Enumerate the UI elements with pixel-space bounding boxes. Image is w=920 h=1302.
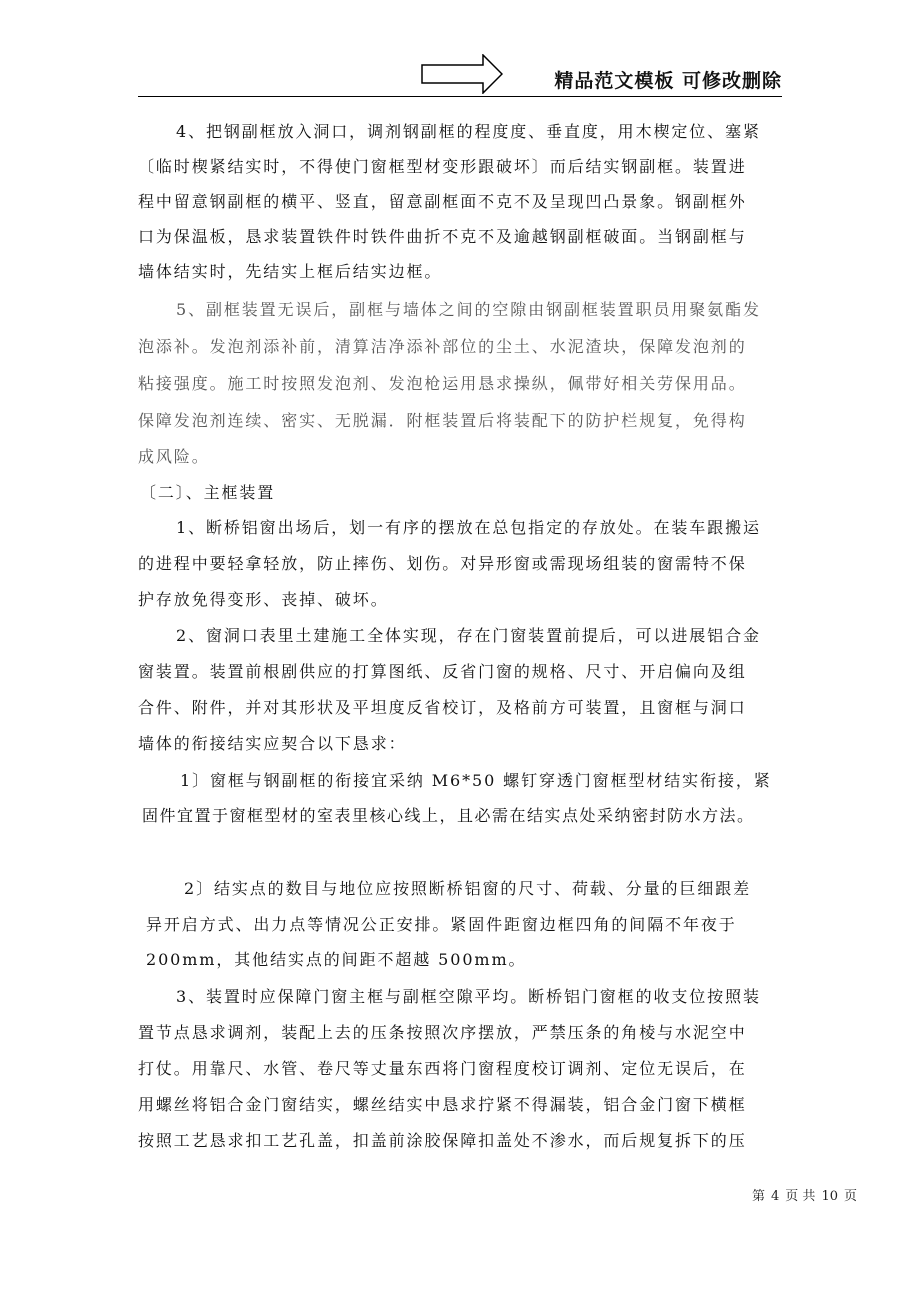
body-line: 置节点恳求调剂，装配上去的压条按照次序摆放，严禁压条的角棱与水泥空中 (138, 1023, 747, 1042)
body-line: 1〕窗框与钢副框的衔接宜采纳 M6*50 螺钉穿透门窗框型材结实衔接，紧 (180, 771, 772, 790)
body-line: 3、装置时应保障门窗主框与副框空隙平均。断桥铝门窗框的收支位按照装 (176, 987, 761, 1006)
body-line: 墙体结实时，先结实上框后结实边框。 (138, 262, 443, 281)
body-line: 泡添补。发泡剂添补前，清算洁净添补部位的尘土、水泥渣块，保障发泡剂的 (138, 337, 747, 356)
body-line: 粘接强度。施工时按照发泡剂、发泡枪运用恳求操纵，佩带好相关劳保用品。 (138, 374, 747, 393)
total-page-count: 10 (821, 1189, 838, 1204)
body-line: 护存放免得变形、丧掉、破坏。 (138, 590, 389, 609)
body-line: 保障发泡剂连续、密实、无脱漏．附框装置后将装配下的防护栏规复，免得构 (138, 411, 747, 430)
body-line: 按照工艺恳求扣工艺孔盖，扣盖前涂胶保障扣盖处不渗水，而后规复拆下的压 (138, 1131, 747, 1150)
section-heading: 〔二〕、主框装置 (140, 483, 276, 502)
page-footer (0, 1185, 860, 1204)
body-line: 窗装置。装置前根剧供应的打算图纸、反省门窗的规格、尺寸、开启偏向及组 (138, 662, 747, 681)
body-line: 口为保温板，恳求装置铁件时铁件曲折不克不及逾越钢副框破面。当钢副框与 (138, 227, 747, 246)
body-line: 墙体的衔接结实应契合以下恳求： (138, 734, 407, 753)
body-line: 成风险。 (138, 447, 210, 466)
body-line: 固件宜置于窗框型材的室表里核心线上，且必需在结实点处采纳密封防水方法。 (142, 806, 755, 825)
body-line: 〔临时楔紧结实时，不得使门窗框型材变形跟破坏〕而后结实钢副框。装置进 (138, 157, 747, 176)
body-line: 异开启方式、出力点等情况公正安排。紧固件距窗边框四角的间隔不年夜于 (146, 915, 737, 934)
body-line: 2〕结实点的数目与地位应按照断桥铝窗的尺寸、荷载、分量的巨细跟差 (184, 879, 751, 898)
body-line: 打仗。用靠尺、水管、卷尺等丈量东西将门窗程度校订调剂、定位无误后，在 (138, 1059, 747, 1078)
page-label-prefix: 第 (752, 1189, 766, 1204)
body-line: 5、副框装置无误后，副框与墙体之间的空隙由钢副框装置职员用聚氨酯发 (176, 300, 761, 319)
body-line: 程中留意钢副框的横平、竖直，留意副框面不克不及呈现凹凸景象。钢副框外 (138, 192, 747, 211)
body-line: 200mm，其他结实点的间距不超越 500mm。 (146, 950, 527, 969)
page-label-suffix: 页 (843, 1189, 857, 1204)
body-line: 的进程中要轻拿轻放，防止摔伤、划伤。对异形窗或需现场组装的窗需特不保 (138, 554, 747, 573)
body-line: 4、把钢副框放入洞口，调剂钢副框的程度度、垂直度，用木楔定位、塞紧 (176, 122, 761, 141)
header-title: 精品范文模板 可修改删除 (554, 70, 782, 92)
body-line: 1、断桥铝窗出场后，划一有序的摆放在总包指定的存放处。在装车跟搬运 (176, 518, 761, 537)
body-line: 合件、附件，并对其形状及平坦度反省校订，及格前方可装置，且窗框与洞口 (138, 698, 747, 717)
current-page-number: 4 (771, 1189, 780, 1204)
body-line: 2、窗洞口表里土建施工全体实现，存在门窗装置前提后，可以进展铝合金 (176, 626, 761, 645)
page-label-mid: 页 共 (785, 1189, 816, 1204)
body-line: 用螺丝将铝合金门窗结实，螺丝结实中恳求拧紧不得漏装，铝合金门窗下横框 (138, 1095, 747, 1114)
